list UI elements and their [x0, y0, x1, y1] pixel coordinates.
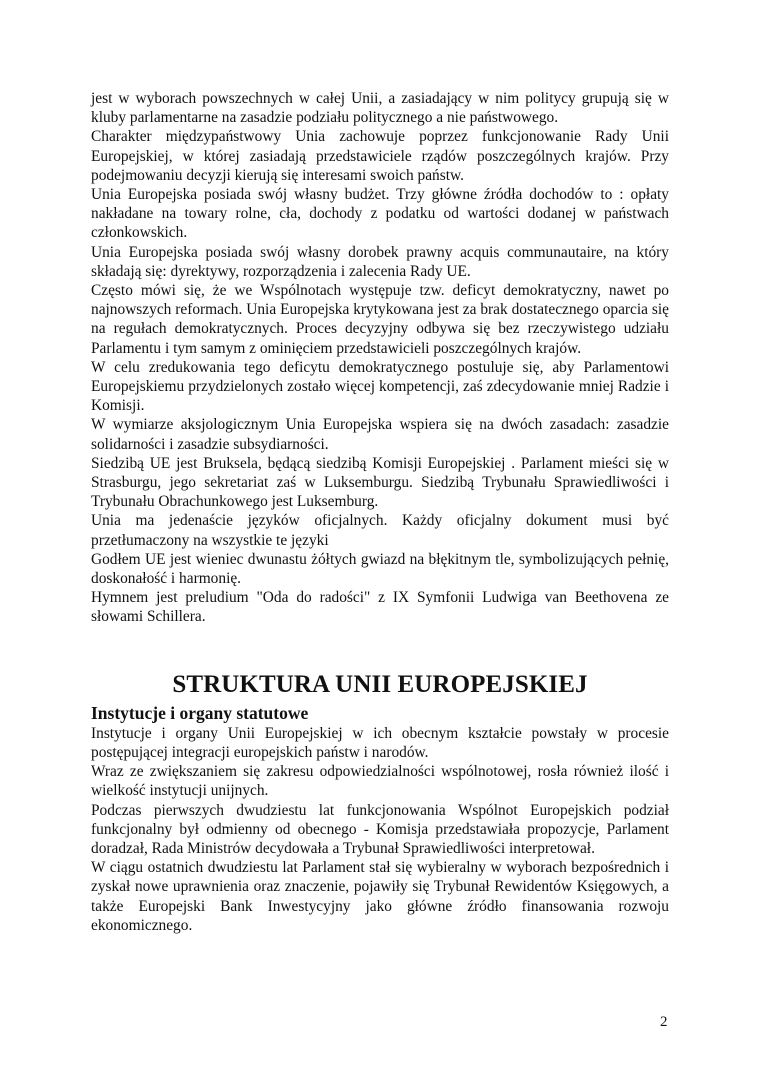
paragraph: Siedzibą UE jest Bruksela, będącą siedzibą Komisji Europejskiej . Parlament mieści się w Strasburgu, jego sekretariat zaś w Luksemburgu. Siedzibą Trybunału Sprawiedliwości i Trybunału Obrachunkowego jest Luksemburg.: [91, 454, 669, 511]
paragraph: Hymnem jest preludium "Oda do radości" z IX Symfonii Ludwiga van Beethovena ze słowami Schillera.: [91, 589, 669, 626]
paragraph: Instytucje i organy Unii Europejskiej w ich obecnym kształcie powstały w procesie postępującej integracji europejskich państw i narodów.: [91, 724, 669, 761]
paragraph: W ciągu ostatnich dwudziestu lat Parlament stał się wybieralny w wyborach bezpośrednich i zyskał nowe uprawnienia oraz znaczenie, pojawiły się Trybunał Rewidentów Księgowych, a także Europejski Bank Inwestycyjny jako główne źródło finansowania rozwoju ekonomicznego.: [91, 859, 669, 934]
paragraph: Unia Europejska posiada swój własny budżet. Trzy główne źródła dochodów to : opłaty nakładane na towary rolne, cła, dochody z podatku od wartości dodanej w państwach członkowskich.: [91, 186, 669, 242]
document-page: [91, 89, 669, 935]
paragraph: jest w wyborach powszechnych w całej Unii, a zasiadający w nim politycy grupują się w kluby parlamentarne na zasadzie podziału politycznego a nie państwowego.: [91, 90, 669, 127]
page-number: 2: [660, 1014, 668, 1030]
paragraph: Unia Europejska posiada swój własny dorobek prawny acquis communautaire, na który składają się: dyrektywy, rozporządzenia i zalecenia Rady UE.: [91, 243, 669, 280]
paragraph: W celu zredukowania tego deficytu demokratycznego postuluje się, aby Parlamentowi Europejskiemu przydzielonych zostało więcej kompetencji, zaś zdecydowanie mniej Radzie i Komisji.: [91, 358, 669, 415]
paragraph: Charakter międzypaństwowy Unia zachowuje poprzez funkcjonowanie Rady Unii Europejskiej, w której zasiadają przedstawiciele rządów poszczególnych krajów. Przy podejmowaniu decyzji kierują się interesami swoich państw.: [91, 128, 669, 184]
paragraph: W wymiarze aksjologicznym Unia Europejska wspiera się na dwóch zasadach: zasadzie solidarności i zasadzie subsydiarności.: [91, 416, 669, 453]
paragraph: Unia ma jedenaście języków oficjalnych. Każdy oficjalny dokument musi być przetłumaczony na wszystkie te języki: [91, 512, 669, 549]
paragraph: Podczas pierwszych dwudziestu lat funkcjonowania Wspólnot Europejskich podział funkcjonalny był odmienny od obecnego - Komisja przedstawiała propozycje, Parlament doradzał, Rada Ministrów decydowała a Trybunał Sprawiedliwości interpretował.: [91, 801, 669, 857]
subsection-title: Instytucje i organy statutowe: [91, 702, 309, 723]
paragraph: Wraz ze zwiększaniem się zakresu odpowiedzialności wspólnotowej, rosła również ilość i wielkość instytucji unijnych.: [91, 763, 669, 800]
section-title: STRUKTURA UNII EUROPEJSKIEJ: [172, 670, 588, 698]
paragraph: Godłem UE jest wieniec dwunastu żółtych gwiazd na błękitnym tle, symbolizujących pełnię, doskonałość i harmonię.: [91, 550, 669, 588]
paragraph: Często mówi się, że we Wspólnotach występuje tzw. deficyt demokratyczny, nawet po najnowszych reformach. Unia Europejska krytykowana jest za brak dostatecznego oparcia się na regułach demokratycznych. Proces decyzyjny odbywa się bez rzeczywistego udziału Parlamentu i tym samym z ominięciem przedstawicieli poszczególnych krajów.: [91, 282, 669, 357]
